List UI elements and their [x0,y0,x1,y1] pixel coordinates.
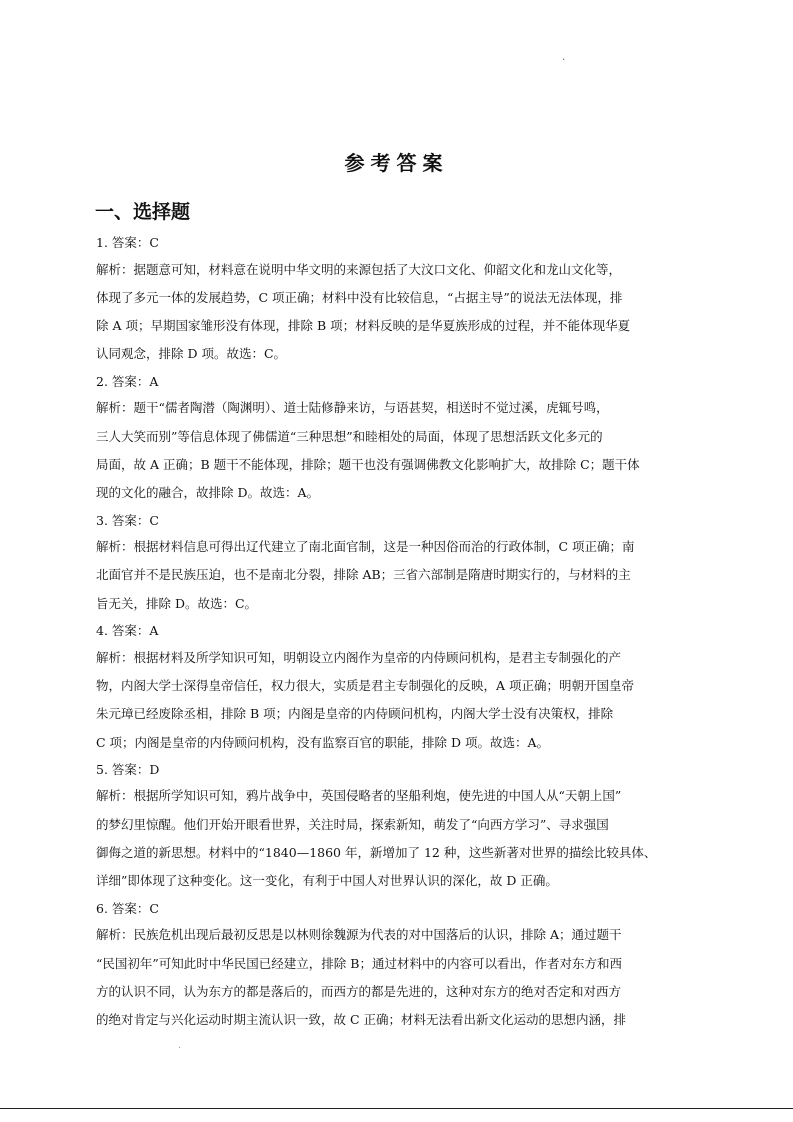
explanation-line: 解析：民族危机出现后最初反思是以林则徐魏源为代表的对中国落后的认识，排除 A；通过题干 [96,927,622,943]
explanation-line: 朱元璋已经废除丞相，排除 B 项；内阁是皇帝的内侍顾问机构，内阁大学士没有决策权，排除 [96,706,614,722]
explanation [96,394,716,507]
explanation [96,921,716,1034]
answer-line: 3. 答案：C [96,512,159,528]
explanation-line: 解析：题干“儒者陶潜（陶渊明）、道士陆修静来访，与语甚契，相送时不觉过溪，虎辄号鸣， [96,400,609,416]
footer-divider [0,1108,793,1109]
answer-line: 6. 答案：C [96,900,159,916]
explanation [96,256,716,369]
answer-line: 1. 答案：C [96,235,159,250]
explanation [96,782,716,895]
explanation-line: 的梦幻里惊醒。他们开始开眼看世界，关注时局，探索新知，萌发了“向西方学习”、寻求强国 [96,816,609,832]
explanation [96,533,716,618]
explanation-line: 旨无关，排除 D。故选：C。 [96,595,258,611]
explanation-line: 体现了多元一体的发展趋势，C 项正确；材料中没有比较信息，“占据主导”的说法无法体现，排 [96,289,623,305]
explanation-line: 的绝对肯定与兴化运动时期主流认识一致，故 C 正确；材料无法看出新文化运动的思想内涵，排 [96,1012,627,1028]
explanation-line: “民国初年”可知此时中华民国已经建立，排除 B；通过材料中的内容可以看出，作者对东方和西 [96,955,622,971]
explanation-line: 除 A 项；早期国家雏形没有体现，排除 B 项；材料反映的是华夏族形成的过程，并不能体现华夏 [96,318,631,334]
answer-list [96,231,716,1035]
explanation-line: 解析：根据材料信息可得出辽代建立了南北面官制，这是一种因俗而治的行政体制，C 项正确；南 [96,539,635,555]
explanation [96,644,716,757]
explanation-line: C 项；内阁是皇帝的内侍顾问机构，没有监察百官的职能，排除 D 项。故选：A。 [96,734,550,750]
header-dot-mark: . [562,52,566,63]
explanation-line: 解析：据题意可知，材料意在说明中华文明的来源包括了大汶口文化、仰韶文化和龙山文化等， [96,261,622,277]
explanation-line: 认同观念，排除 D 项。故选：C。 [96,346,287,362]
explanation-line: 北面官并不是民族压迫，也不是南北分裂，排除 AB；三省六部制是隋唐时期实行的，与材料的主 [96,567,631,583]
footer-dot-mark: . [178,1040,182,1051]
explanation-line: 御侮之道的新思想。材料中的“1840—1860 年，新增加了 12 种，这些新著对世界的描绘比较具体、 [96,845,657,861]
answer-line: 4. 答案：A [96,623,159,639]
explanation-line: 详细”即体现了这种变化。这一变化，有利于中国人对世界认识的深化，故 D 正确。 [96,873,558,889]
page-title: 参考答案 [344,151,449,175]
answer-item [96,758,716,896]
answer-item [96,231,716,369]
explanation-line: 三人大笑而别”等信息体现了佛儒道“三种思想”和睦相处的局面，体现了思想活跃文化多元的 [96,428,603,444]
answer-item [96,509,716,618]
answer-line: 2. 答案：A [96,373,159,389]
explanation-line: 解析：根据所学知识可知，鸦片战争中，英国侵略者的坚船利炮，使先进的中国人从“天朝上国” [96,788,622,804]
section-title: 一、选择题 [95,201,191,223]
explanation-line: 方的认识不同，认为东方的都是落后的，而西方的都是先进的，这种对东方的绝对否定和对西方 [96,983,622,999]
answer-item [96,619,716,757]
explanation-line: 解析：根据材料及所学知识可知，明朝设立内阁作为皇帝的内侍顾问机构，是君主专制强化的产 [96,649,622,665]
answer-line: 5. 答案：D [96,761,160,777]
explanation-line: 物，内阁大学士深得皇帝信任，权力很大，实质是君主专制强化的反映，A 项正确；明朝开国皇帝 [96,677,635,693]
answer-item [96,370,716,508]
explanation-line: 局面，故 A 正确；B 题干不能体现，排除；题干也没有强调佛教文化影响扩大，故排除 C；题干体 [96,456,640,472]
explanation-line: 现的文化的融合，故排除 D。故选：A。 [96,485,320,501]
answer-item [96,897,716,1035]
